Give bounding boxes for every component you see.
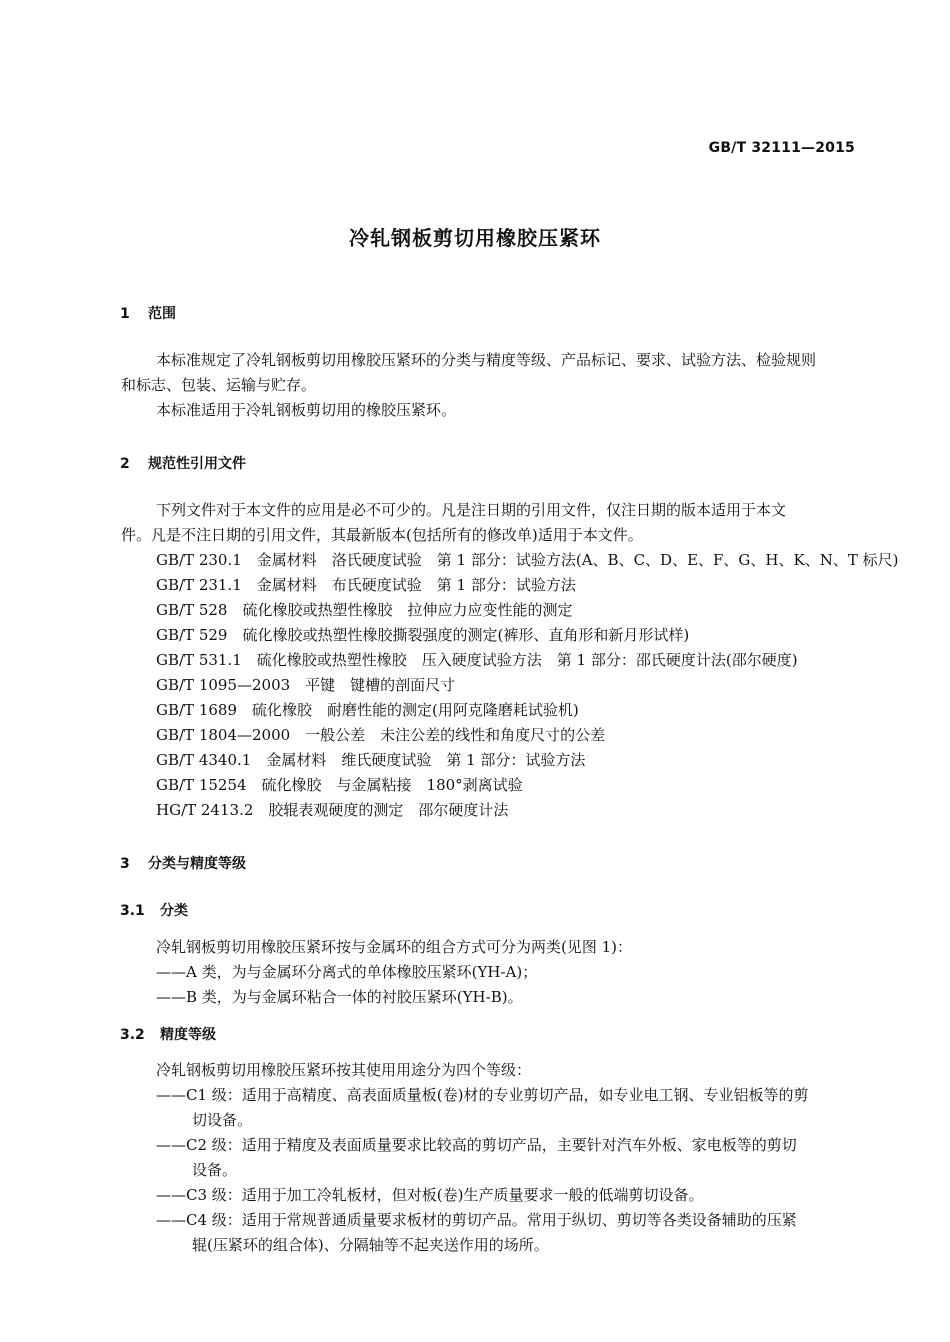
reference-item: GB/T 230.1 金属材料 洛氏硬度试验 第 1 部分：试验方法(A、B、C、D、E、F、G、H、K、N、T 标尺)	[156, 551, 899, 569]
paragraph-line: 件。凡是不注日期的引用文件，其最新版本(包括所有的修改单)适用于本文件。	[121, 526, 643, 544]
section-number: 3	[120, 856, 130, 872]
paragraph-line: 本标准规定了冷轧钢板剪切用橡胶压紧环的分类与精度等级、产品标记、要求、试验方法、检验规则	[156, 351, 817, 369]
reference-item: GB/T 531.1 硫化橡胶或热塑性橡胶 压入硬度试验方法 第 1 部分：邵氏硬度计法(邵尔硬度)	[156, 651, 798, 669]
subsection-title: 精度等级	[160, 1027, 216, 1043]
reference-item: GB/T 231.1 金属材料 布氏硬度试验 第 1 部分：试验方法	[156, 576, 576, 594]
reference-item: GB/T 15254 硫化橡胶 与金属粘接 180°剥离试验	[156, 776, 523, 794]
document-title: 冷轧钢板剪切用橡胶压紧环	[349, 226, 601, 250]
list-item-line: 切设备。	[192, 1111, 253, 1129]
reference-item: GB/T 529 硫化橡胶或热塑性橡胶撕裂强度的测定(裤形、直角形和新月形试样)	[156, 626, 690, 644]
section-1-heading	[120, 303, 176, 323]
subsection-number: 3.2	[120, 1027, 145, 1043]
reference-item: GB/T 4340.1 金属材料 维氏硬度试验 第 1 部分：试验方法	[156, 751, 586, 769]
list-item-line: ——C3 级：适用于加工冷轧板材，但对板(卷)生产质量要求一般的低端剪切设备。	[156, 1186, 704, 1204]
list-item-line: ——C2 级：适用于精度及表面质量要求比较高的剪切产品，主要针对汽车外板、家电板等的剪切	[156, 1136, 797, 1154]
grade-c3	[156, 1183, 858, 1208]
paragraph-line: 冷轧钢板剪切用橡胶压紧环按其使用用途分为四个等级：	[156, 1061, 532, 1079]
section-3-heading	[120, 853, 246, 873]
section-number: 1	[120, 306, 130, 322]
subsection-title: 分类	[160, 903, 188, 919]
grade-c1	[156, 1083, 858, 1133]
list-item-line: 设备。	[192, 1161, 238, 1179]
subsection-number: 3.1	[120, 903, 145, 919]
list-item-line: ——C4 级：适用于常规普通质量要求板材的剪切产品。常用于纵切、剪切等各类设备辅助的压紧	[156, 1211, 797, 1229]
paragraph-line: 本标准适用于冷轧钢板剪切用的橡胶压紧环。	[156, 401, 457, 419]
grade-c4	[156, 1208, 858, 1258]
grade-c2	[156, 1133, 858, 1183]
list-item-line: ——C1 级：适用于高精度、高表面质量板(卷)材的专业剪切产品，如专业电工钢、专业铝板等的剪	[156, 1086, 809, 1104]
section-number: 2	[120, 456, 130, 472]
list-item: ——B 类，为与金属环粘合一体的衬胶压紧环(YH-B)。	[156, 988, 523, 1006]
reference-item: GB/T 1689 硫化橡胶 耐磨性能的测定(用阿克隆磨耗试验机)	[156, 701, 579, 719]
reference-item: HG/T 2413.2 胶辊表观硬度的测定 邵尔硬度计法	[156, 801, 509, 819]
list-item-line: 辊(压紧环的组合体)、分隔轴等不起夹送作用的场所。	[192, 1236, 549, 1254]
paragraph-line: 和标志、包装、运输与贮存。	[121, 376, 317, 394]
reference-item: GB/T 1095—2003 平键 键槽的剖面尺寸	[156, 676, 456, 694]
section-title: 分类与精度等级	[148, 856, 246, 872]
standard-code: GB/T 32111—2015	[708, 140, 855, 156]
paragraph-line: 冷轧钢板剪切用橡胶压紧环按与金属环的组合方式可分为两类(见图 1)：	[156, 938, 633, 956]
section-2-heading	[120, 453, 246, 473]
paragraph-line: 下列文件对于本文件的应用是必不可少的。凡是注日期的引用文件，仅注日期的版本适用于本文	[156, 501, 787, 519]
subsection-3-1-heading	[120, 900, 188, 920]
section-title: 范围	[148, 306, 176, 322]
list-item: ——A 类，为与金属环分离式的单体橡胶压紧环(YH-A)；	[156, 963, 538, 981]
section-title: 规范性引用文件	[148, 456, 246, 472]
subsection-3-2-heading	[120, 1024, 216, 1044]
reference-item: GB/T 528 硫化橡胶或热塑性橡胶 拉伸应力应变性能的测定	[156, 601, 573, 619]
reference-item: GB/T 1804—2000 一般公差 未注公差的线性和角度尺寸的公差	[156, 726, 606, 744]
